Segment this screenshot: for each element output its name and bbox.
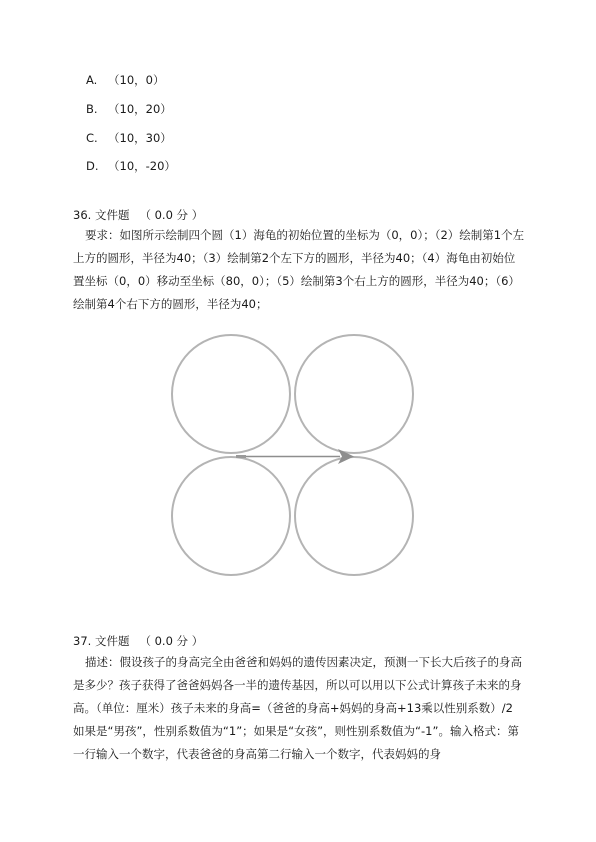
question-score: （ 0.0 分 ） bbox=[139, 634, 204, 648]
option-value: （10，-20） bbox=[108, 159, 176, 173]
question-36-body: 要求：如图所示绘制四个圆（1）海龟的初始位置的坐标为（0，0）；（2）绘制第1个左上方的圆形，半径为40；（3）绘制第2个左下方的圆形，半径为40；（4）海龟由初始位置坐标（0，0）移动至坐标（80，0）；（5）绘制第3个右上方的圆形，半径为40；（6）绘制第4个右下方的圆形，半径为40； bbox=[73, 228, 525, 311]
option-key: D. bbox=[86, 159, 99, 173]
circle-bottom-right bbox=[295, 457, 413, 575]
option-value: （10，30） bbox=[108, 131, 172, 145]
option-value: （10，0） bbox=[108, 73, 165, 87]
question-37-header bbox=[73, 633, 203, 649]
option-a bbox=[86, 72, 164, 88]
option-c bbox=[86, 130, 172, 146]
four-circles-figure bbox=[168, 330, 420, 584]
option-key: A. bbox=[86, 73, 98, 87]
question-title: 37. 文件题 bbox=[73, 634, 130, 648]
option-key: B. bbox=[86, 102, 98, 116]
question-score: （ 0.0 分 ） bbox=[139, 208, 204, 222]
circle-bottom-left bbox=[172, 457, 290, 575]
option-d bbox=[86, 158, 176, 174]
option-value: （10，20） bbox=[108, 102, 172, 116]
question-37-body: 描述：假设孩子的身高完全由爸爸和妈妈的遗传因素决定，预测一下长大后孩子的身高是多少？孩子获得了爸爸妈妈各一半的遗传基因，所以可以用以下公式计算孩子未来的身高。（单位：厘米）孩子未来的身高=（爸爸的身高+妈妈的身高+13乘以性别系数）/2 如果是“男孩”，性别系数值为“1”；如果是“女孩”，则性别系数值为“-1”。输入格式：第一行输入一个数字，代表爸爸的身高第二行输入一个数字，代表妈妈的身 bbox=[73, 655, 522, 761]
question-title: 36. 文件题 bbox=[73, 208, 130, 222]
option-b bbox=[86, 101, 172, 117]
question-36-header bbox=[73, 207, 203, 223]
circle-top-right bbox=[295, 335, 413, 453]
move-arrow-head bbox=[338, 449, 354, 464]
circle-top-left bbox=[172, 335, 290, 453]
option-key: C. bbox=[86, 131, 98, 145]
